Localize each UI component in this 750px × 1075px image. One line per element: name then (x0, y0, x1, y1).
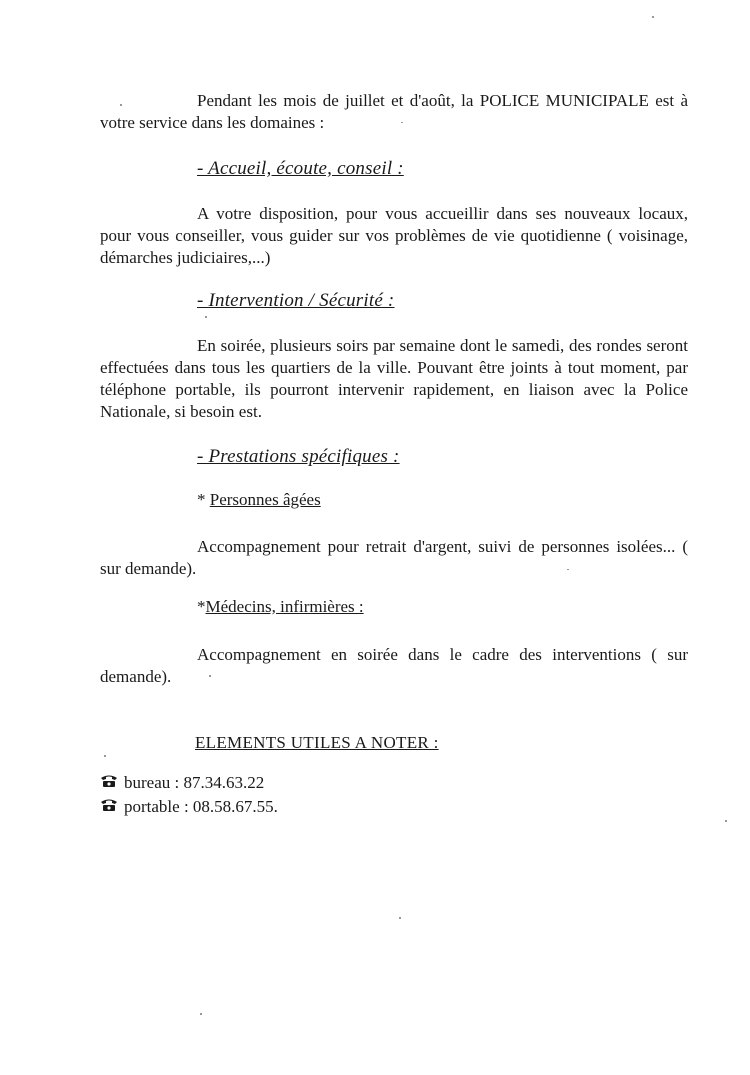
personnes-agees-text: Accompagnement pour retrait d'argent, suivi de personnes isolées... ( sur demande). (100, 537, 688, 578)
telephone-icon (100, 773, 124, 793)
scan-speck (209, 675, 211, 677)
scan-speck (200, 1013, 202, 1015)
intervention-text: En soirée, plusieurs soirs par semaine dont le samedi, des rondes seront effectuées dans tous les quartiers de la ville. Pouvant être joints à tout moment, par téléphone portable, ils pourront intervenir rapidement, en liaison avec la Police Nationale, si besoin est. (100, 336, 688, 421)
section-heading-prestations: - Prestations spécifiques : (197, 446, 400, 467)
body-personnes-agees (100, 536, 688, 580)
portable-number: portable : 08.58.67.55. (124, 797, 278, 816)
phone-line-bureau (100, 773, 264, 793)
elements-title: ELEMENTS UTILES A NOTER : (195, 733, 439, 752)
subheading-label: Personnes âgées (209, 490, 321, 509)
scan-speck (567, 569, 569, 570)
intro-text: Pendant les mois de juillet et d'août, la POLICE MUNICIPALE est à votre service dans les domaines : (100, 91, 688, 132)
medecins-text: Accompagnement en soirée dans le cadre des interventions ( sur demande). (100, 645, 688, 686)
phone-line-portable (100, 797, 278, 817)
section-heading-accueil: - Accueil, écoute, conseil : (197, 158, 404, 179)
scan-speck (725, 820, 727, 822)
bureau-number: bureau : 87.34.63.22 (124, 773, 265, 792)
section-body-accueil (100, 203, 688, 269)
bullet-prefix: * (197, 597, 206, 616)
scan-speck (652, 16, 654, 18)
scan-speck (399, 917, 401, 919)
bullet-prefix: * (197, 490, 210, 509)
scan-speck (120, 104, 122, 106)
intro-paragraph (100, 90, 688, 134)
accueil-text: A votre disposition, pour vous accueillir dans ses nouveaux locaux, pour vous conseiller, vous guider sur vos problèmes de vie quotidienne ( voisinage, démarches judiciaires,...) (100, 204, 688, 267)
telephone-icon (100, 797, 124, 817)
section-body-intervention (100, 335, 688, 423)
scan-speck (205, 316, 207, 318)
subheading-personnes-agees (197, 490, 321, 510)
scan-speck (104, 755, 106, 757)
subheading-medecins (197, 597, 364, 617)
scan-speck (401, 122, 403, 123)
section-heading-intervention: - Intervention / Sécurité : (197, 290, 395, 311)
subheading-label: Médecins, infirmières : (205, 597, 364, 616)
body-medecins (100, 644, 688, 688)
